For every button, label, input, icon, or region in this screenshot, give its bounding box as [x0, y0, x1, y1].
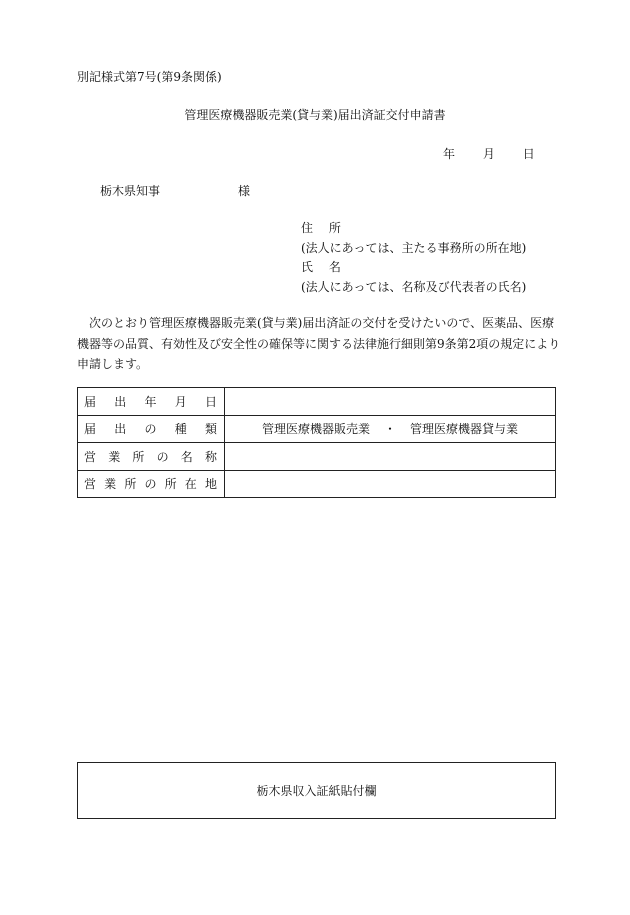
table-row [78, 388, 556, 416]
name-label: 氏 名 [301, 260, 347, 274]
row-label [78, 443, 225, 471]
notification-type-label: 届 出 の 種 類 [84, 422, 217, 437]
addressee-honorific: 様 [238, 184, 251, 198]
type-option-lease[interactable]: 管理医療機器貸与業 [410, 422, 519, 437]
table-row [78, 470, 556, 498]
row-label [78, 470, 225, 498]
table-row [78, 443, 556, 471]
date-line [443, 145, 535, 162]
office-address-field[interactable] [225, 470, 556, 498]
date-year: 年 [443, 147, 456, 161]
addressee-name: 栃木県知事 [100, 184, 161, 198]
table-row [78, 415, 556, 443]
date-month: 月 [482, 147, 495, 161]
document-title: 管理医療機器販売業(貸与業)届出済証交付申請書 [184, 108, 446, 122]
notification-date-label: 届 出 年 月 日 [84, 394, 217, 409]
address-note: (法人にあっては、主たる事務所の所在地) [301, 240, 527, 255]
address-label: 住 所 [301, 221, 347, 235]
info-table [77, 387, 556, 498]
body-text: 次のとおり管理医療機器販売業(貸与業)届出済証の交付を受けたいので、医薬品、医療機器等の品質、有効性及び安全性の確保等に関する法律施行細則第9条第2項の規定により申請します。 [77, 316, 561, 371]
form-number: 別記様式第7号(第9条関係) [77, 70, 222, 84]
office-name-field[interactable] [225, 443, 556, 471]
notification-type-field[interactable] [225, 415, 556, 443]
stamp-box-label: 栃木県収入証紙貼付欄 [256, 784, 377, 798]
row-label [78, 415, 225, 443]
applicant-block [301, 219, 526, 297]
addressee [100, 182, 250, 199]
type-option-sales[interactable]: 管理医療機器販売業 [261, 422, 370, 437]
type-separator: ・ [383, 422, 396, 437]
row-label [78, 388, 225, 416]
date-day: 日 [522, 147, 535, 161]
notification-date-field[interactable] [225, 388, 556, 416]
revenue-stamp-box [77, 762, 556, 819]
office-name-label: 営 業 所 の 名 称 [84, 449, 217, 464]
office-address-label: 営 業 所 の 所 在 地 [84, 477, 217, 492]
name-note: (法人にあっては、名称及び代表者の氏名) [301, 279, 527, 294]
